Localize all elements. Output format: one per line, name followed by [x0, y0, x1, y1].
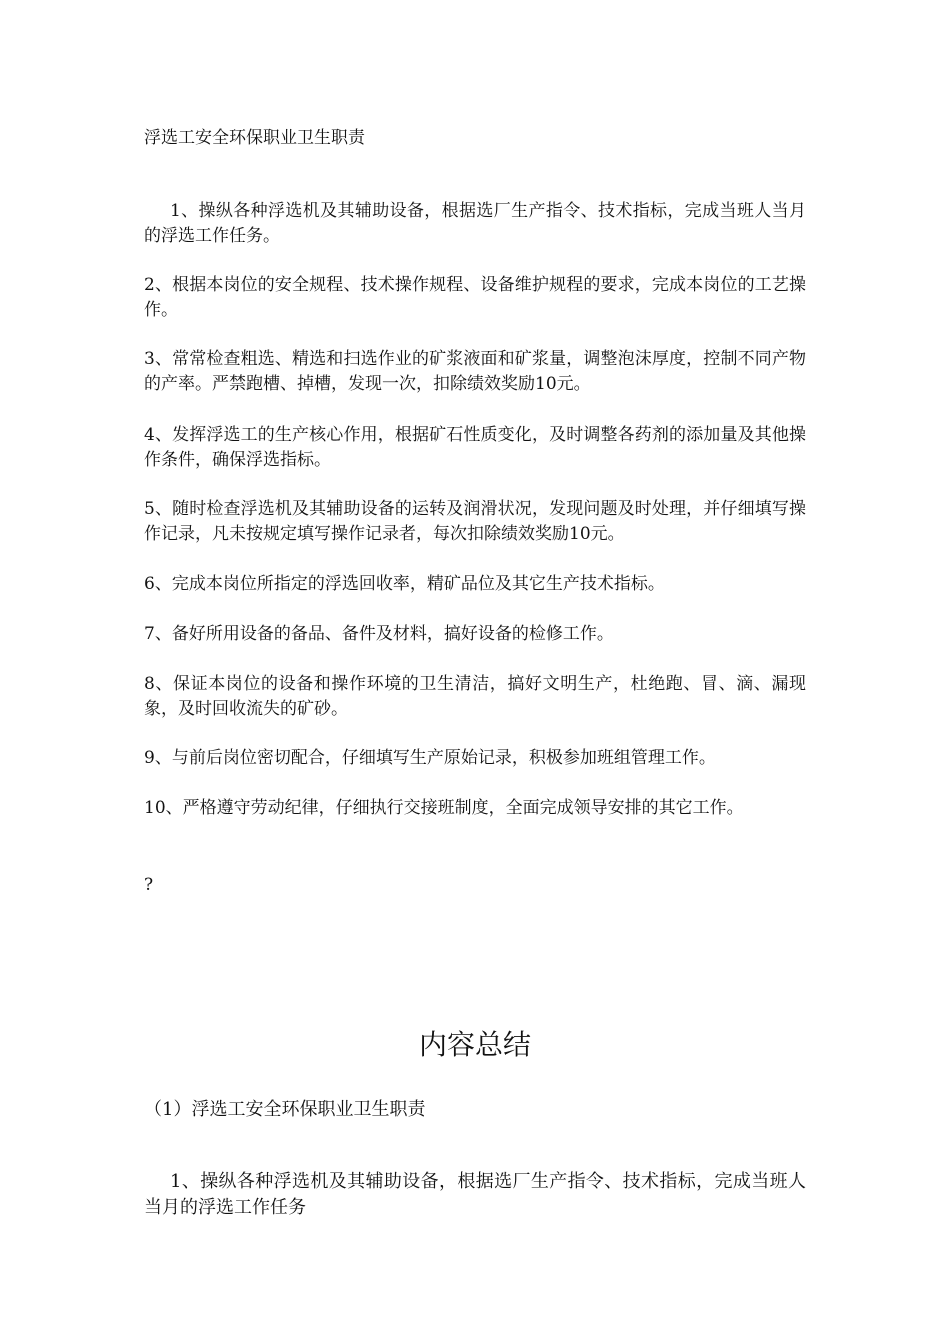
duty-paragraph-7: 7、备好所用设备的备品、备件及材料，搞好设备的检修工作。 — [144, 624, 614, 644]
duty-paragraph-2: 2、根据本岗位的安全规程、技术操作规程、设备维护规程的要求，完成本岗位的工艺操作。 — [144, 275, 806, 320]
summary-text: 1、操纵各种浮选机及其辅助设备，根据选厂生产指令、技术指标，完成当班人当月的浮选工作任务 — [144, 1171, 806, 1218]
trailing-question-mark: ? — [144, 875, 154, 895]
duty-paragraph-6: 6、完成本岗位所指定的浮选回收率，精矿品位及其它生产技术指标。 — [144, 574, 665, 594]
document-title: 浮选工安全环保职业卫生职责 — [144, 128, 365, 148]
duty-paragraph-5: 5、随时检查浮选机及其辅助设备的运转及润滑状况，发现问题及时处理，并仔细填写操作记录，凡未按规定填写操作记录者，每次扣除绩效奖励10元。 — [144, 499, 806, 544]
duty-paragraph-4: 4、发挥浮选工的生产核心作用，根据矿石性质变化，及时调整各药剂的添加量及其他操作条件，确保浮选指标。 — [144, 425, 806, 470]
duty-paragraph-10: 10、严格遵守劳动纪律，仔细执行交接班制度，全面完成领导安排的其它工作。 — [144, 798, 744, 818]
duty-paragraph-9: 9、与前后岗位密切配合，仔细填写生产原始记录，积极参加班组管理工作。 — [144, 748, 716, 768]
summary-item: （1）浮选工安全环保职业卫生职责 — [144, 1099, 426, 1120]
duty-paragraph-3: 3、常常检查粗选、精选和扫选作业的矿浆液面和矿浆量，调整泡沫厚度，控制不同产物的产率。严禁跑槽、掉槽，发现一次，扣除绩效奖励10元。 — [144, 349, 806, 394]
duty-paragraph-8: 8、保证本岗位的设备和操作环境的卫生清洁，搞好文明生产，杜绝跑、冒、滴、漏现象，及时回收流失的矿砂。 — [144, 674, 806, 719]
summary-heading: 内容总结 — [418, 1028, 531, 1061]
duty-paragraph-1: 1、操纵各种浮选机及其辅助设备，根据选厂生产指令、技术指标，完成当班人当月的浮选工作任务。 — [144, 201, 806, 246]
